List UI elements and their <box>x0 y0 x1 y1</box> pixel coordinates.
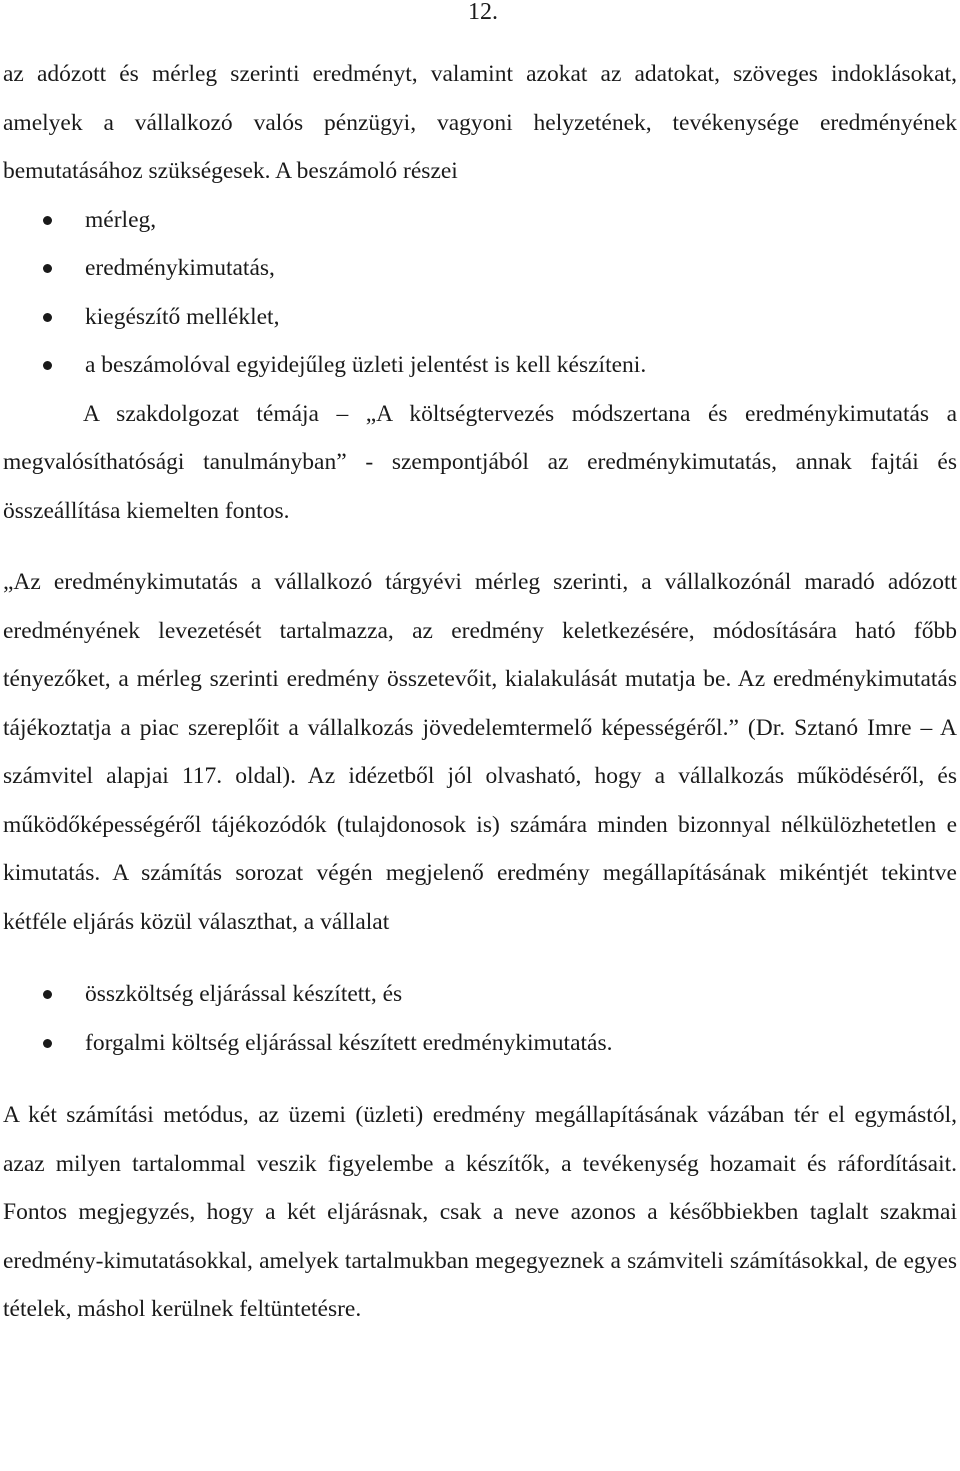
list-item <box>3 341 957 390</box>
paragraph-spacer <box>3 946 957 970</box>
document-body <box>3 50 957 1334</box>
thesis-paragraph: A szakdolgozat témája – „A költségtervezés módszertana és eredménykimutatás a megvalósíthatósági tanulmányban” - szempontjából az eredménykimutatás, annak fajtái és összeállítása kiemelten fontos. <box>3 400 957 524</box>
list-item-text: összköltség eljárással készített, és <box>85 981 403 1007</box>
closing-paragraph: A két számítási metódus, az üzemi (üzleti) eredmény megállapításának vázában tér el egymástól, azaz milyen tartalommal veszik figyelembe a készítők, a tevékenység hozamait és ráfordításait. Fontos megjegyzés, hogy a két eljárásnak, csak a neve azonos a későbbiekben taglalt szakmai eredmény-kimutatásokkal, amelyek tartalmukban megegyeznek a számviteli számításokkal, de egyes tételek, máshol kerülnek feltüntetésre. <box>3 1102 957 1322</box>
quote-paragraph: „Az eredménykimutatás a vállalkozó tárgyévi mérleg szerinti, a vállalkozónál maradó adózott eredményének levezetését tartalmazza, az eredmény keletkezésére, módosítására ható főbb tényezőket, a mérleg szerinti eredmény összetevőit, kialakulását mutatja be. Az eredménykimutatás tájékoztatja a piac szereplőit a vállalkozás jövedelemtermelő képességéről.” (Dr. Sztanó Imre – A számvitel alapjai 117. oldal). Az idézetből jól olvasható, hogy a vállalkozás működéséről, és működőképességéről tájékozódók (tulajdonosok is) számára minden bizonnyal nélkülözhetetlen e kimutatás. A számítás sorozat végén megjelenő eredmény megállapításának mikéntjét tekintve kétféle eljárás közül választhat, a vállalat <box>3 569 957 935</box>
bullet-icon <box>43 216 52 225</box>
paragraph-spacer <box>3 535 957 558</box>
list-item-text: eredménykimutatás, <box>85 255 275 281</box>
page-number: 12. <box>468 0 498 25</box>
list-item <box>3 1019 957 1068</box>
list-item-text: a beszámolóval egyidejűleg üzleti jelentést is kell készíteni. <box>85 352 647 378</box>
bullet-icon <box>43 313 52 322</box>
list-item <box>3 244 957 293</box>
methods-list <box>3 970 957 1067</box>
list-item <box>3 196 957 245</box>
paragraph-spacer <box>3 1067 957 1091</box>
list-item <box>3 293 957 342</box>
list-item-text: kiegészítő melléklet, <box>85 303 280 330</box>
intro-paragraph: az adózott és mérleg szerinti eredményt, valamint azokat az adatokat, szöveges indoklásokat, amelyek a vállalkozó valós pénzügyi, vagyoni helyzetének, tevékenysége eredményének bemutatásához szükségesek. A beszámoló részei <box>3 61 957 184</box>
report-parts-list <box>3 196 957 390</box>
list-item-text: mérleg, <box>85 206 157 233</box>
bullet-icon <box>43 990 52 999</box>
list-item-text: forgalmi költség eljárással készített eredménykimutatás. <box>85 1029 613 1056</box>
list-item <box>3 970 957 1019</box>
bullet-icon <box>43 361 52 370</box>
bullet-icon <box>43 264 52 273</box>
bullet-icon <box>43 1039 52 1048</box>
